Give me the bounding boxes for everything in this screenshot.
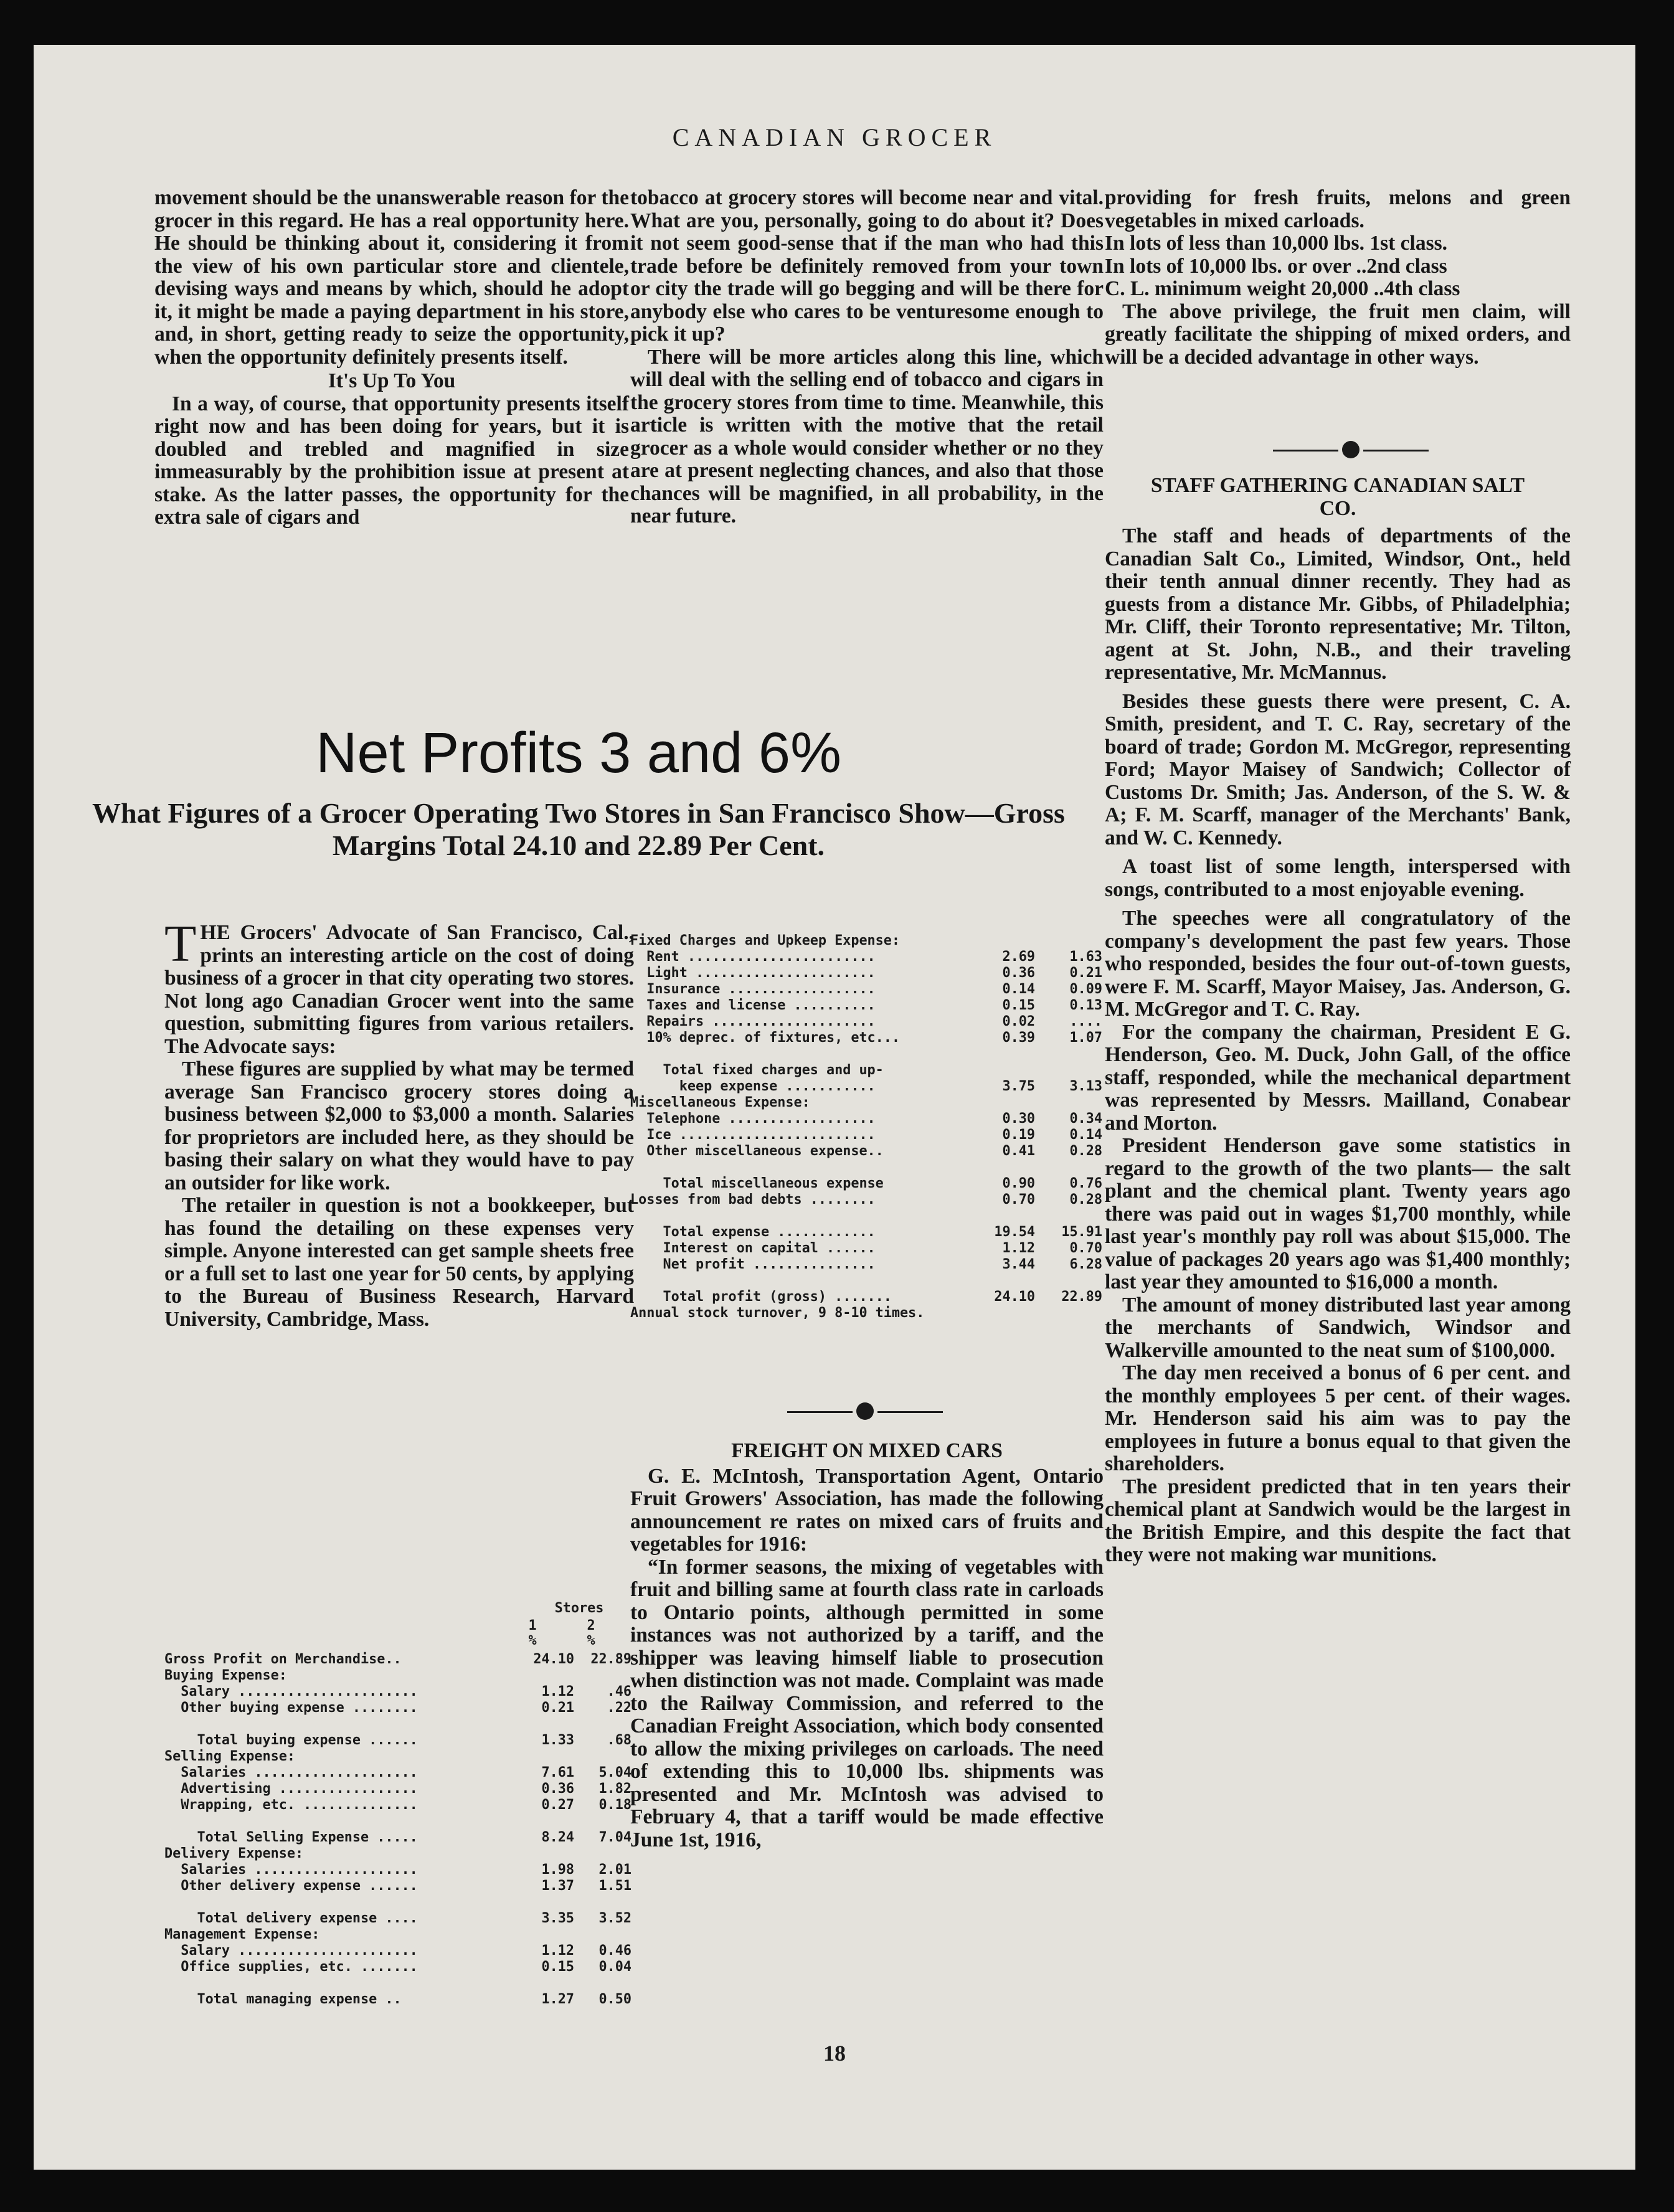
table-row — [630, 1289, 1102, 1305]
store-1-value — [524, 1668, 574, 1684]
paragraph: There will be more articles along this line, which will deal with the selling end of tobacco and cigars in the grocery stores from time to time. Meanwhile, this article is written with the motive that the retail grocer as a whole would consider whether or no they are at present neglecting chances, and also that those chances will be magnified, in all probability, in the near future. — [630, 345, 1104, 527]
store-2-value — [1035, 933, 1102, 949]
store-1-value: 3.75 — [1002, 1079, 1035, 1094]
store-1-value: 1.27 — [541, 1992, 574, 2007]
store-2-value: 0.34 — [1069, 1111, 1102, 1127]
row-label — [164, 1894, 524, 1911]
table-row — [630, 1127, 1102, 1143]
store-1-value: 0.36 — [541, 1781, 574, 1797]
table-row — [164, 1732, 631, 1749]
store-1-value: 0.02 — [1002, 1014, 1035, 1029]
row-label: Interest on capital ...... — [630, 1241, 876, 1256]
row-label: Miscellaneous Expense: — [630, 1095, 810, 1110]
paragraph: The day men received a bonus of 6 per cent. and the monthly employees 5 per cent. of their wages. Mr. Henderson said his aim was to pay the employees in future a bonus equal to that given the shareholders. — [1105, 1361, 1571, 1475]
store-2-value — [1035, 1095, 1102, 1111]
row-label: Ice ........................ — [630, 1127, 876, 1143]
table-row — [164, 1878, 631, 1894]
paragraph: The retailer in question is not a bookkeeper, but has found the detailing on these expenses very simple. Anyone interested can get sample sheets free or a full set to last one year for 50 cents, by applying to the Bureau of Business Research, Harvard University, Cambridge, Mass. — [164, 1194, 634, 1331]
store-1-value: 0.21 — [541, 1700, 574, 1716]
store-1-value — [985, 1160, 1035, 1176]
row-label: Insurance .................. — [630, 981, 876, 997]
store-2-value: 0.21 — [1069, 965, 1102, 981]
store-2-value: 6.28 — [1069, 1257, 1102, 1272]
store-1-value: 0.70 — [1002, 1192, 1035, 1208]
store-1-value: 19.54 — [994, 1224, 1035, 1240]
rate-line: In lots of less than 10,000 lbs. 1st class. — [1105, 232, 1448, 255]
table-row — [630, 998, 1102, 1014]
paragraph: A toast list of some length, interspersed with songs, contributed to a most enjoyable evening. — [1105, 855, 1571, 901]
table-row — [164, 1781, 631, 1797]
store-1-value — [985, 1062, 1035, 1079]
table-row — [630, 1111, 1102, 1127]
flower-ornament-icon — [1342, 441, 1360, 458]
store-2-value: 5.04 — [598, 1765, 631, 1780]
store-2-value — [574, 1668, 631, 1684]
store-1-value — [524, 1927, 574, 1943]
row-label: Office supplies, etc. ....... — [164, 1959, 418, 1975]
store-2-value: 0.09 — [1069, 981, 1102, 997]
table-row — [164, 1813, 631, 1830]
paragraph: President Henderson gave some statistics in regard to the growth of the two plants— the salt plant and the chemical plant. Twenty years ago there was paid out in wages $1,700 monthly, while last year's monthly pay roll was about $15,000. The value of packages 20 years ago was $1,400 monthly; last year they amounted to $16,000 a month. — [1105, 1134, 1571, 1293]
store-2-value — [574, 1813, 631, 1830]
paragraph-text: HE Grocers' Advocate of San Francisco, Cal., prints an interesting article on the cost of doing business of a grocer in that city operating two stores. Not long ago Canadian Grocer went into the same question, submitting figures from various retailers. The Advocate says: — [164, 921, 634, 1058]
column-2-top — [630, 187, 1104, 528]
row-label — [630, 1160, 985, 1176]
store-1-value: 0.15 — [1002, 998, 1035, 1013]
row-label: Total Selling Expense ..... — [164, 1830, 418, 1845]
store-1-value: 1.37 — [541, 1878, 574, 1894]
table-row — [164, 1959, 631, 1975]
store-2-value — [574, 1975, 631, 1992]
store-1-value: 0.15 — [541, 1959, 574, 1975]
store-1-value: 0.30 — [1002, 1111, 1035, 1127]
row-label: Taxes and license .......... — [630, 998, 876, 1013]
table-row — [164, 1765, 631, 1781]
table-row — [164, 1846, 631, 1862]
table-row — [164, 1992, 631, 2008]
row-label: Salary ...................... — [164, 1684, 418, 1699]
column-1-article — [164, 915, 634, 1331]
rate-line: C. L. minimum weight 20,000 ..4th class — [1105, 277, 1460, 300]
store-1-value — [524, 1749, 574, 1765]
store-2-value — [1035, 1208, 1102, 1224]
row-label: Total expense ............ — [630, 1224, 876, 1240]
table-row — [164, 1749, 631, 1765]
table-row — [630, 1143, 1102, 1160]
row-label: Salary ...................... — [164, 1943, 418, 1959]
drop-cap: T — [164, 915, 197, 973]
store-2-value: .46 — [607, 1684, 631, 1699]
row-label: Management Expense: — [164, 1927, 320, 1942]
table-row — [164, 1894, 631, 1911]
store-2-value: .... — [1069, 1014, 1102, 1029]
row-label: Total managing expense .. — [164, 1992, 402, 2007]
store-1-value: 0.27 — [541, 1797, 574, 1813]
store-2-value: 2.01 — [598, 1862, 631, 1878]
store-1-value — [985, 933, 1035, 949]
row-label — [164, 1813, 524, 1830]
paragraph: G. E. McIntosh, Transportation Agent, Ontario Fruit Growers' Association, has made the following announcement re rates on mixed cars of fruits and vegetables for 1916: — [630, 1464, 1104, 1556]
table-row — [630, 1224, 1102, 1241]
article-headline: Net Profits 3 and 6% — [316, 721, 841, 785]
store-1-value: 8.24 — [541, 1830, 574, 1845]
table-row — [630, 1273, 1102, 1289]
store-1-value: 1.12 — [1002, 1241, 1035, 1256]
table-row — [630, 1305, 1102, 1321]
table-row — [164, 1797, 631, 1813]
store-2-value — [574, 1716, 631, 1732]
section-divider — [1273, 441, 1429, 460]
pct-label-2: % — [587, 1633, 595, 1648]
store-1-value — [985, 1208, 1035, 1224]
table-row — [164, 1975, 631, 1992]
row-label: Rent ....................... — [630, 949, 876, 965]
store-1-value — [524, 1813, 574, 1830]
row-label: Fixed Charges and Upkeep Expense: — [630, 933, 901, 948]
store-2-value: 0.28 — [1069, 1192, 1102, 1208]
store-2-value: 3.13 — [1069, 1079, 1102, 1094]
paragraph: In a way, of course, that opportunity presents itself right now and has been doing for years, but it is doubled and trebled and magnified in size immeasurably by the prohibition issue at present at stake. As the latter passes, the opportunity for the extra sale of cigars and — [154, 392, 629, 529]
expense-table-2 — [630, 933, 1102, 1321]
salt-article — [1105, 475, 1571, 1567]
article-deck: What Figures of a Grocer Operating Two Stores in San Francisco Show—Gross Margins Total 24.10 and 22.89 Per Cent. — [92, 797, 1065, 861]
table-row — [164, 1830, 631, 1846]
store-1-value — [524, 1975, 574, 1992]
paragraph: tobacco at grocery stores will become near and vital. What are you, personally, going to do about it? Does it not seem good-sense that if the man who had this trade before be definitely removed from your town or city the trade will go begging and will be there for anybody else who cares to be venturesome enough to pick it up? — [630, 186, 1104, 346]
table-row — [630, 1176, 1102, 1192]
paragraph: The staff and heads of departments of the Canadian Salt Co., Limited, Windsor, Ont., held their tenth annual dinner recently. They had as guests from a distance Mr. Gibbs, of Philadelphia; Mr. Cliff, their Toronto representative; Mr. Tilton, agent at St. John, N.B., and their traveling representative, Mr. McMannus. — [1105, 524, 1571, 684]
expense-table-1 — [164, 1652, 631, 2008]
row-label: Selling Expense: — [164, 1749, 295, 1764]
table-row — [630, 1192, 1102, 1208]
store-2-value: 0.46 — [598, 1943, 631, 1959]
store-1-value: 0.90 — [1002, 1176, 1035, 1191]
row-label: Total buying expense ...... — [164, 1732, 418, 1748]
store-2-value: 0.28 — [1069, 1143, 1102, 1159]
paragraph: The speeches were all congratulatory of the company's development the past few years. Those who responded, besides the four out-of-town guests, were F. M. Scarff, Mayor Maisey, Jas. Anderson, G. M. McGregor and T. C. Ray. — [1105, 907, 1571, 1021]
table-row — [630, 1257, 1102, 1273]
store-1-value: 2.69 — [1002, 949, 1035, 965]
table-row — [630, 1241, 1102, 1257]
table-row — [630, 1046, 1102, 1062]
table-row — [630, 933, 1102, 949]
store-1-value: 24.10 — [994, 1289, 1035, 1305]
store-2-value: 0.13 — [1069, 998, 1102, 1013]
store-2-value — [574, 1749, 631, 1765]
row-label — [630, 1046, 985, 1062]
table-row — [630, 1014, 1102, 1030]
row-label: Gross Profit on Merchandise.. — [164, 1652, 402, 1667]
store-2-label: 2 — [587, 1618, 595, 1633]
store-1-value: 1.98 — [541, 1862, 574, 1878]
store-1-value: 1.33 — [541, 1732, 574, 1748]
column-3 — [1105, 187, 1571, 369]
paragraph: These figures are supplied by what may be termed average San Francisco grocery stores doing a business between $2,000 to $3,000 a month. Salaries for proprietors are included here, as they should be basing their salary on what they would have to pay an outsider for like work. — [164, 1057, 634, 1194]
section-divider — [787, 1402, 943, 1421]
row-label: Salaries .................... — [164, 1765, 418, 1780]
table-row — [164, 1668, 631, 1684]
paragraph: Besides these guests there were present, C. A. Smith, president, and T. C. Ray, secretary of the board of trade; Gordon M. McGregor, representing Ford; Mayor Maisey of Sandwich; Collector of Customs Dr. Smith; Jas. Anderson, of the S. W. & A; F. M. Scarff, manager of the Merchants' Bank, and W. C. Kennedy. — [1105, 689, 1571, 849]
table-row — [164, 1943, 631, 1959]
store-1-value — [985, 1273, 1035, 1289]
row-label: Wrapping, etc. .............. — [164, 1797, 418, 1813]
row-label: Total delivery expense .... — [164, 1911, 418, 1926]
running-header: CANADIAN GROCER — [672, 123, 997, 151]
store-2-value — [1035, 1273, 1102, 1289]
table-row — [164, 1862, 631, 1878]
rate-line: In lots of 10,000 lbs. or over ..2nd class — [1105, 254, 1447, 278]
store-2-value: 0.70 — [1069, 1241, 1102, 1256]
row-label: Other delivery expense ...... — [164, 1878, 418, 1894]
store-2-value — [1035, 1160, 1102, 1176]
column-1-top — [154, 187, 629, 529]
paragraph: For the company the chairman, President E G. Henderson, Geo. M. Duck, John Gall, of the office staff, responded, while the mechanical department was represented by Messrs. Mailland, Conabear and Morton. — [1105, 1020, 1571, 1135]
section-heading: STAFF GATHERING CANADIAN SALT CO. — [1150, 474, 1525, 520]
table-row — [630, 1208, 1102, 1224]
row-label: 10% deprec. of fixtures, etc... — [630, 1030, 901, 1046]
paragraph: “In former seasons, the mixing of vegetables with fruit and billing same at fourth class rate in carloads to Ontario points, although permitted in some instances was not authorized by a tariff, and the shipper was leaving himself liable to prosecution when distinction was not made. Complaint was made to the Railway Commission, and referred to the Canadian Freight Association, which body consented to allow the mixing privileges on carloads. The need of extending this to 10,000 lbs. shipments was presented and Mr. McIntosh was advised to February 4, that a tariff would be made effective June 1st, 1916, — [630, 1555, 1104, 1851]
row-label: Telephone .................. — [630, 1111, 876, 1127]
table-row — [630, 1095, 1102, 1111]
paragraph: movement should be the unanswerable reason for the grocer in this regard. He has a real opportunity here. He should be thinking about it, considering it from the view of his own particular store and clientele, devising ways and means by which, should he adopt it, it might be made a paying department in his store, and, in short, getting ready to seize the opportunity, when the opportunity definitely presents itself. — [154, 186, 629, 369]
store-2-value — [1035, 1046, 1102, 1062]
row-label: keep expense ........... — [630, 1079, 876, 1094]
row-label — [164, 1716, 524, 1732]
table-row — [630, 1062, 1102, 1079]
table-row — [630, 1030, 1102, 1046]
paragraph — [164, 915, 634, 1058]
table-row — [630, 981, 1102, 998]
store-2-value: 0.04 — [598, 1959, 631, 1975]
store-2-value — [574, 1894, 631, 1911]
table-row — [630, 949, 1102, 965]
store-1-value: 1.12 — [541, 1943, 574, 1959]
store-1-value — [524, 1894, 574, 1911]
stores-label: Stores — [554, 1600, 604, 1616]
store-2-value: 0.76 — [1069, 1176, 1102, 1191]
store-1-value: 3.35 — [541, 1911, 574, 1926]
store-1-value: 0.14 — [1002, 981, 1035, 997]
row-label: Total fixed charges and up- — [630, 1062, 884, 1078]
store-2-value: 15.91 — [1061, 1224, 1102, 1240]
row-label: Light ...................... — [630, 965, 876, 981]
store-2-value: 1.51 — [598, 1878, 631, 1894]
store-1-value — [985, 1305, 1035, 1321]
row-label: Advertising ................. — [164, 1781, 418, 1797]
table-row — [630, 1079, 1102, 1095]
store-1-value — [985, 1095, 1035, 1111]
store-2-value: 1.07 — [1069, 1030, 1102, 1046]
store-1-value: 7.61 — [541, 1765, 574, 1780]
store-1-value: 0.36 — [1002, 965, 1035, 981]
row-label: Losses from bad debts ........ — [630, 1192, 876, 1208]
row-label: Total profit (gross) ....... — [630, 1289, 892, 1305]
table-row — [164, 1652, 631, 1668]
row-label — [164, 1975, 524, 1992]
page-number: 18 — [823, 2041, 846, 2066]
table-row — [164, 1911, 631, 1927]
store-2-value: 1.63 — [1069, 949, 1102, 965]
store-2-value: 7.04 — [598, 1830, 631, 1845]
store-2-value: 3.52 — [598, 1911, 631, 1926]
row-label: Total miscellaneous expense — [630, 1176, 884, 1191]
store-2-value: 0.50 — [598, 1992, 631, 2007]
store-2-value — [1035, 1305, 1102, 1321]
store-1-value: 1.12 — [541, 1684, 574, 1699]
newspaper-page — [34, 45, 1635, 2170]
store-1-value — [524, 1846, 574, 1862]
flower-ornament-icon — [856, 1402, 874, 1420]
row-label: Other miscellaneous expense.. — [630, 1143, 884, 1159]
table-row — [164, 1716, 631, 1732]
store-2-value: 1.82 — [598, 1781, 631, 1797]
row-label: Annual stock turnover, 9 8-10 times. — [630, 1305, 925, 1321]
row-label: Other buying expense ........ — [164, 1700, 418, 1716]
store-1-value — [524, 1716, 574, 1732]
row-label — [630, 1208, 985, 1224]
store-2-value — [1035, 1062, 1102, 1079]
store-1-value — [985, 1046, 1035, 1062]
store-1-value: 24.10 — [533, 1652, 574, 1667]
row-label: Repairs .................... — [630, 1014, 876, 1029]
section-heading: FREIGHT ON MIXED CARS — [731, 1439, 1003, 1462]
store-1-value: 0.39 — [1002, 1030, 1035, 1046]
store-2-value: 0.18 — [598, 1797, 631, 1813]
store-2-value — [574, 1846, 631, 1862]
row-label: Delivery Expense: — [164, 1846, 304, 1861]
store-2-value: 22.89 — [590, 1652, 631, 1667]
paragraph: providing for fresh fruits, melons and green vegetables in mixed carloads. — [1105, 186, 1571, 232]
store-2-value: 0.14 — [1069, 1127, 1102, 1143]
table-row — [164, 1684, 631, 1700]
store-1-value: 3.44 — [1002, 1257, 1035, 1272]
paragraph: The amount of money distributed last year among the merchants of Sandwich, Windsor and Walkerville amounted to the neat sum of $100,000. — [1105, 1293, 1571, 1362]
store-1-label: 1 — [528, 1618, 537, 1633]
store-2-value: .22 — [607, 1700, 631, 1716]
table-row — [164, 1700, 631, 1716]
table-row — [630, 1160, 1102, 1176]
table-row — [630, 965, 1102, 981]
paragraph: The above privilege, the fruit men claim, will greatly facilitate the shipping of mixed orders, and will be a decided advantage in other ways. — [1105, 300, 1571, 369]
store-2-value: .68 — [607, 1732, 631, 1748]
subheading: It's Up To You — [328, 369, 456, 392]
freight-article — [630, 1440, 1104, 1851]
paragraph: The president predicted that in ten years their chemical plant at Sandwich would be the largest in the British Empire, and this despite the fact that they were not making war munitions. — [1105, 1475, 1571, 1566]
pct-label-1: % — [528, 1633, 537, 1648]
store-1-value: 0.19 — [1002, 1127, 1035, 1143]
row-label — [630, 1273, 985, 1289]
store-2-value — [574, 1927, 631, 1943]
row-label: Salaries .................... — [164, 1862, 418, 1878]
table-row — [164, 1927, 631, 1943]
store-1-value: 0.41 — [1002, 1143, 1035, 1159]
row-label: Buying Expense: — [164, 1668, 287, 1683]
row-label: Net profit ............... — [630, 1257, 876, 1272]
store-2-value: 22.89 — [1061, 1289, 1102, 1305]
